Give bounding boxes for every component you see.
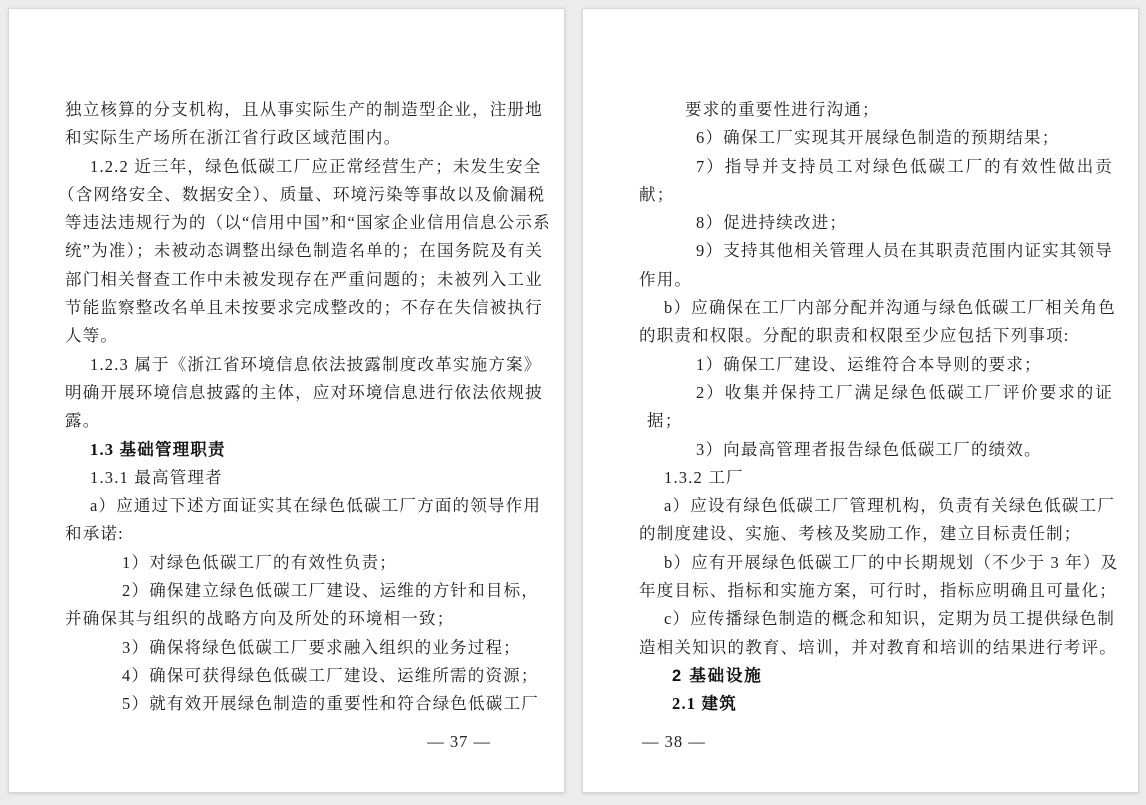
text-line: b）应确保在工厂内部分配并沟通与绿色低碳工厂相关角色: [664, 298, 1116, 318]
section-heading: 2.1 建筑: [672, 694, 737, 714]
text-line: 1.3.2 工厂: [664, 467, 744, 487]
text-line: 6）确保工厂实现其开展绿色制造的预期结果；: [696, 128, 1060, 148]
text-line: 的职责和权限。分配的职责和权限至少应包括下列事项:: [639, 326, 1070, 346]
text-line: 1）对绿色低碳工厂的有效性负责；: [122, 552, 397, 572]
page-38-text: [639, 96, 1119, 719]
text-line: 1）确保工厂建设、运维符合本导则的要求；: [696, 354, 1042, 374]
text-line: 据；: [647, 411, 683, 431]
text-line: 部门相关督查工作中未被发现存在严重问题的；未被列入工业: [65, 269, 543, 289]
text-line: 2）确保建立绿色低碳工厂建设、运维的方针和目标，: [122, 581, 539, 601]
text-line: b）应有开展绿色低碳工厂的中长期规划（不少于 3 年）及: [664, 552, 1119, 572]
text-line: 造相关知识的教育、培训，并对教育和培训的结果进行考评。: [639, 637, 1117, 657]
text-line: 人等。: [65, 326, 119, 346]
text-line: 3）向最高管理者报告绿色低碳工厂的绩效。: [696, 439, 1042, 459]
page-37-text: [58, 96, 551, 719]
text-line: 并确保其与组织的战略方向及所处的环境相一致；: [65, 609, 455, 629]
text-line: a）应通过下述方面证实其在绿色低碳工厂方面的领导作用: [90, 496, 542, 516]
text-line: 9）支持其他相关管理人员在其职责范围内证实其领导: [696, 241, 1113, 261]
page-38: [582, 8, 1139, 793]
text-line: 和实际生产场所在浙江省行政区域范围内。: [65, 128, 402, 148]
text-line: 2）收集并保持工厂满足绿色低碳工厂评价要求的证: [696, 382, 1113, 402]
text-line: 和承诺:: [65, 524, 124, 544]
text-line: c）应传播绿色制造的概念和知识，定期为员工提供绿色制: [664, 609, 1116, 629]
text-line: a）应设有绿色低碳工厂管理机构，负责有关绿色低碳工厂: [664, 496, 1116, 516]
text-line: 年度目标、指标和实施方案，可行时，指标应明确且可量化；: [639, 581, 1117, 601]
text-line: 8）促进持续改进；: [696, 213, 848, 233]
section-heading: 2 基础设施: [672, 666, 763, 685]
text-line: 5）就有效开展绿色制造的重要性和符合绿色低碳工厂: [122, 694, 539, 714]
text-line: 要求的重要性进行沟通；: [685, 100, 880, 119]
text-line: 3）确保将绿色低碳工厂要求融入组织的业务过程；: [122, 637, 521, 657]
text-line: 节能监察整改名单且未按要求完成整改的；不存在失信被执行: [65, 298, 543, 318]
text-line: 7）指导并支持员工对绿色低碳工厂的有效性做出贡: [696, 156, 1113, 176]
text-line: 4）确保可获得绿色低碳工厂建设、运维所需的资源；: [122, 665, 539, 685]
text-line: 露。: [65, 411, 101, 431]
text-line: 1.2.3 属于《浙江省环境信息依法披露制度改革实施方案》: [90, 354, 542, 374]
text-line: 1.2.2 近三年，绿色低碳工厂应正常经营生产；未发生安全: [90, 156, 542, 176]
text-line: 等违法违规行为的（以“信用中国”和“国家企业信用信息公示系: [65, 213, 551, 233]
text-line: 的制度建设、实施、考核及奖励工作，建立目标责任制；: [639, 524, 1082, 544]
text-line: 1.3.1 最高管理者: [90, 467, 223, 487]
text-line: 献；: [639, 184, 675, 204]
page-number-38: — 38 —: [642, 732, 706, 751]
text-line: 明确开展环境信息披露的主体，应对环境信息进行依法依规披: [65, 382, 543, 402]
section-heading: 1.3 基础管理职责: [90, 439, 226, 459]
text-line: （含网络安全、数据安全）、质量、环境污染等事故以及偷漏税: [58, 184, 546, 204]
text-line: 统”为准）；未被动态调整出绿色制造名单的；在国务院及有关: [65, 241, 544, 261]
page-number-37: — 37 —: [427, 732, 491, 751]
text-line: 独立核算的分支机构，且从事实际生产的制造型企业，注册地: [65, 100, 543, 119]
text-line: 作用。: [639, 269, 693, 289]
page-37: [8, 8, 565, 793]
